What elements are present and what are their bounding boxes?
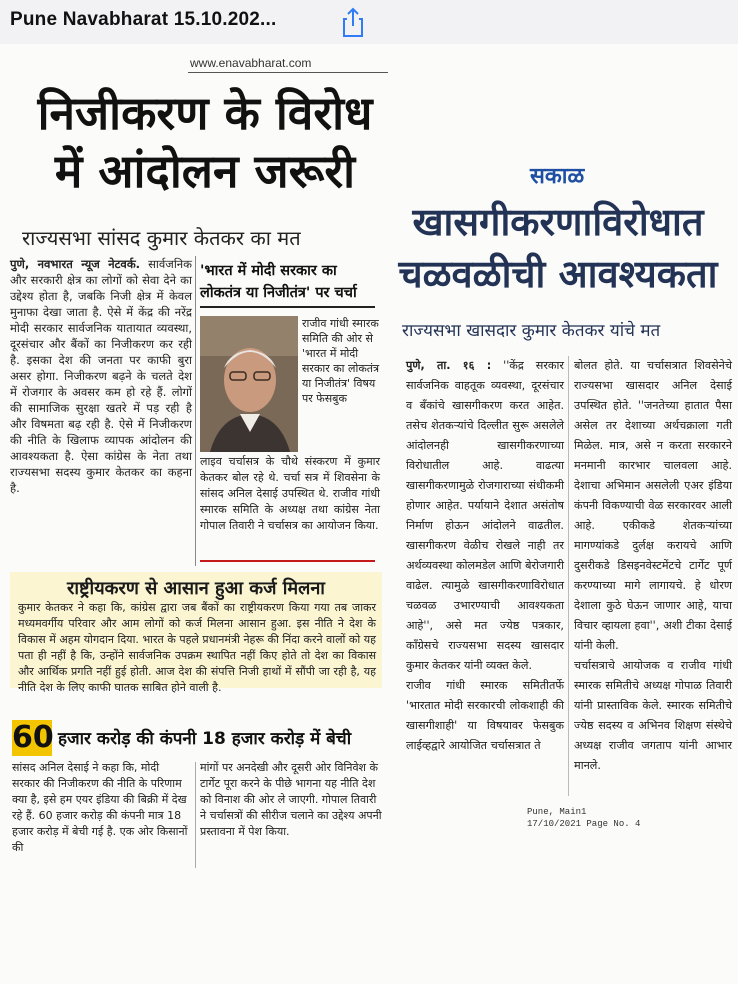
marathi-subheadline: राज्यसभा खासदार कुमार केतकर यांचे मत: [402, 321, 661, 341]
divider: [188, 72, 388, 73]
column-divider: [195, 256, 196, 566]
hindi-box-headline: 'भारत में मोदी सरकार का लोकतंत्र या निजीतंत्र' पर चर्चा: [200, 260, 375, 308]
marathi-col2-text2: चर्चासत्राचे आयोजक व राजीव गांधी स्मारक समितीचे अध्यक्ष गोपाळ तिवारी यांनी प्रास्ताविक केले. स्मारक समितीचे ज्येष्ठ सदस्य व अभिनव शिक्षण संस्थेचे अध्यक्ष राजीव जगताप यांनी आभार मानले.: [574, 659, 732, 772]
marathi-col2-text: बोलत होते. या चर्चासत्रात शिवसेनेचे राज्यसभा खासदार अनिल देसाई उपस्थित होते. ''जनतेच्या हातात पैसा असेल तर देशाच्या अर्थचक्राला गती मिळेल. मात्र, असे न करता सरकारने मनमानी कारभार चालवला आहे. देशाचा अभिमान असलेली एअर इंडिया कंपनी विकण्याची वेळ सरकारवर आली आहे. एकीकडे शेतकऱ्यांच्या मागण्यांकडे दुर्लक्ष करायचे आणि दुसरीकडे डिसइनवेस्टमेंटचे टार्गेट पूर्ण करण्याच्या मागे लागायचे. हे धोरण देशाला कुठे घेऊन जाणार आहे, याचा विचार व्हायला हवा'', अशी टीका देसाई यांनी केली.: [574, 359, 732, 652]
hindi-headline-line1: निजीकरण के विरोध: [37, 86, 373, 140]
marathi-headline: [388, 196, 728, 300]
sixty-headline: हजार करोड़ की कंपनी 18 हजार करोड़ में बेची: [58, 729, 352, 749]
document-title: Pune Navabharat 15.10.202...: [10, 9, 277, 30]
marathi-col1: [406, 356, 564, 756]
photo-caption: राजीव गांधी स्मारक समिति की ओर से 'भारत में मोदी सरकार का लोकतंत्र या निजीतंत्र' विषय पर फेसबुक: [302, 317, 380, 405]
hindi-body-left: [10, 256, 192, 496]
number-badge: 60: [12, 720, 54, 755]
hindi-subheadline: राज्यसभा सांसद कुमार केतकर का मत: [22, 226, 301, 250]
hindi-bottom-col1: सांसद अनिल देसाई ने कहा कि, मोदी सरकार की निजीकरण की नीति के परिणाम क्या है, इसे हम एयर इंडिया की बिक्री में देख रहे हैं. 60 हजार करोड़ की कंपनी मात्र 18 हजार करोड़ में बेची गई है. एक ओर किसानों की: [12, 761, 188, 854]
column-divider: [568, 356, 569, 796]
hindi-headline-line2: में आंदोलन जरूरी: [54, 144, 356, 198]
red-divider: [200, 560, 375, 562]
marathi-col2: [574, 356, 732, 776]
marathi-col1-text2: राजीव गांधी स्मारक समितीतर्फे 'भारतात मोदी सरकारची लोकशाही की खासगीशाही' या विषयावर फेसबुक लाईव्हद्वारे आयोजित चर्चासत्रात ते: [406, 679, 564, 752]
highlight-headline: राष्ट्रीयकरण से आसान हुआ कर्ज मिलना: [67, 578, 325, 599]
column-divider: [195, 762, 196, 868]
website-url: www.enavabharat.com: [190, 56, 312, 70]
app-top-bar: [0, 0, 738, 45]
share-icon[interactable]: [338, 6, 368, 38]
marathi-col1-text: ''केंद्र सरकार सार्वजनिक वाहतूक व्यवस्था, दूरसंचार व बँकांचे खासगीकरण करत आहेत. तसेच शेतकऱ्यांचे दिल्लीत सुरू असलेले आंदोलनही खासगीकरणाच्या विरोधातील आहे. वाढत्या खासगीकरणामुळे रोजगाराच्या संधीकमी होणार आहेत. पर्यायाने देशात असंतोष निर्माण होऊन आंदोलने वाढतील. खासगीकरण वेळीच रोखले नाही तर अर्थव्यवस्था कोलमडेल आणि बेरोजगारी वाढेल. त्यामुळे खासगीकरणाविरोधात चळवळ उभारण्याची आवश्यकता आहे'', असे मत ज्येष्ठ पत्रकार, काँग्रेसचे राज्यसभा सदस्य खासदार कुमार केतकर यांनी व्यक्त केले.: [406, 359, 564, 672]
marathi-headline-line1: खासगीकरणाविरोधात: [412, 200, 704, 244]
hindi-box-body: लाइव चर्चासत्र के चौथे संस्करण में कुमार केतकर बोल रहे थे. चर्चा सत्र में शिवसेना के सांसद अनिल देसाई उपस्थित थे. राजीव गांधी स्मारक समिति के अध्यक्ष तथा कांग्रेस नेता गोपाल तिवारी ने चर्चासत्र का आयोजन किया.: [200, 455, 380, 532]
sakal-logo: सकाळ: [530, 163, 585, 189]
hindi-dateline: पुणे, नवभारत न्यूज नेटवर्क.: [10, 257, 141, 271]
stamp-line1: Pune, Main1: [527, 807, 587, 817]
marathi-dateline: पुणे, ता. १६ :: [406, 359, 492, 372]
page-stamp: [527, 806, 640, 830]
marathi-headline-line2: चळवळीची आवश्यकता: [398, 252, 718, 296]
highlight-body: कुमार केतकर ने कहा कि, कांग्रेस द्वारा जब बैंकों का राष्ट्रीयकरण किया गया तब जाकर मध्यमवर्गीय परिवार और आम लोगों को कर्ज मिलना आसान हुआ. इस नीति ने देश के विकास में अहम योगदान दिया. भारत के पहले प्रधानमंत्री नेहरू की निंदा करने वालों को यह पता ही नहीं है कि, उन्होंने सार्वजनिक उपक्रम स्थापित नहीं किए होते तो देश का विकास और आर्थिक प्रगति नहीं हुई होती. आज देश की संपत्ति निजी हाथों में सौंपी जा रही है, यह नीति देश के लिए काफी घातक साबित होने वाली है.: [18, 601, 376, 694]
hindi-headline: [20, 84, 390, 200]
hindi-bottom-col2: मांगों पर अनदेखी और दूसरी ओर विनिवेश के टार्गेट पूरा करने के पीछे भागना यह नीति देश को विनाश की ओर ले जाएगी. गोपाल तिवारी ने चर्चासत्रों की सीरीज चलाने का उद्देश्य अपनी प्रस्तावना में पेश किया.: [200, 761, 382, 838]
speaker-photo: [200, 316, 298, 452]
stamp-line2: 17/10/2021 Page No. 4: [527, 819, 641, 829]
hindi-body-text: सार्वजनिक और सरकारी क्षेत्र का लोगों को सेवा देने का उद्देश्य होता है, जबकि निजी क्षेत्र में केवल मुनाफा देखा जाता है. ऐसे में केंद्र की नरेंद्र मोदी सरकार सार्वजनिक यातायात व्यवस्था, दूरसंचार और बैंकों का निजीकरण कर रही है. इसका देश की जनता पर काफी बुरा असर होगा. निजीकरण बढ़ने के चलते देश में रोजगार के अवसर कम हो रहे हैं. लोगों की सामाजिक सुरक्षा खतरे में पड़ रही है और विषमता बढ़ रही है. ऐसे में निजीकरण की नीति के खिलाफ व्यापक आंदोलन की आवश्यकता है. ऐसा कांग्रेस के नेता तथा राज्यसभा सदस्य कुमार केतकर का कहना है.: [10, 257, 193, 495]
